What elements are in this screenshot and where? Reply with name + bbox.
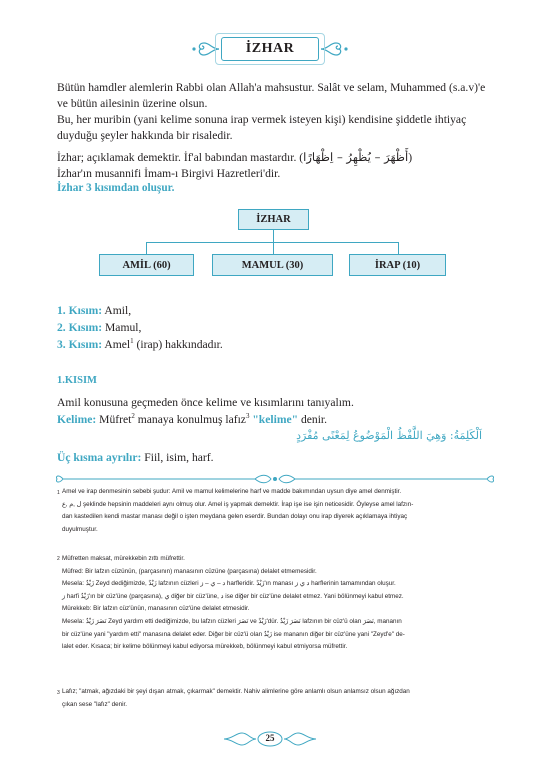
intro-paragraph-4	[57, 166, 497, 182]
intro-paragraph-2	[57, 112, 497, 143]
diagram-child-irap: İRAP (10)	[349, 254, 446, 276]
footnote-2	[62, 553, 494, 654]
footnote-1-marker: 1	[57, 490, 60, 496]
part-2	[57, 320, 141, 335]
footnote-2-line: Mesela: زَيْدٌ Zeyd dediğimizde, زَيْدٌ lafzının cüzleri د – ي – ز harfleridir. زَيْدٌ'ın manası د ي ز harflerinin tamamından oluşur.	[62, 580, 396, 588]
footnote-2-marker: 2	[57, 556, 60, 562]
part-3	[57, 337, 223, 352]
diagram-connector-middle	[273, 242, 274, 254]
intro-paragraph-3-text: İzhar; açıklamak demektir. İf'al babından mastardır. (	[57, 151, 304, 164]
footnote-divider	[55, 472, 495, 486]
footnote-2-line: ز harfi زَيْدٌ'ın bir cüz'üne (parçasına), ي diğer bir cüz'üne, د ise diğer bir cüz'üne delalet etmez. Yani bölünmeyi kabul etmez.	[62, 592, 404, 600]
footnote-1-line: duyulmuştur.	[62, 525, 98, 533]
footnote-ref-3: 3	[245, 412, 250, 421]
intro-paragraph-2-text: Bu, her muribin (yani kelime sonuna irap vermek isteyen kişi) kendisine şiddetle ihtiyaç duyduğu şeyler hakkında bir risaledir.	[57, 113, 467, 142]
part-2-text: Mamul,	[105, 321, 142, 334]
diagram-child-amil: AMİL (60)	[99, 254, 194, 276]
kelime-text-1: Müfret	[96, 413, 132, 426]
kelime-text-2: manaya konulmuş lafız	[134, 413, 246, 426]
intro-paragraph-1-text: Bütün hamdler alemlerin Rabbi olan Allah'a mahsustur. Salât ve selam, Muhammed (s.a.v)'e ve bütün ailesinin üzerine olsun.	[57, 81, 486, 110]
footnote-2-line: bir cüz'üne yani "yardım etti" manasına delalet eder. Diğer bir cüz'ü olan زَيْدٌ ise mananın diğer bir cüz'üne yani "Zeyd'e" de-	[62, 630, 405, 638]
footnote-ref-2: 2	[131, 412, 135, 421]
section-intro: Amil konusuna geçmeden önce kelime ve kısımlarını tanıyalım.	[57, 396, 354, 409]
diagram-connector-vertical	[273, 230, 274, 242]
intro-paragraph-3	[57, 150, 497, 166]
intro-arabic-conjugation: أَظْهَرَ – يُظْهِرُ – اِظْهَارًا	[303, 150, 409, 164]
part-3-text: Amel	[104, 338, 131, 351]
part-2-label: 2. Kısım:	[57, 321, 103, 334]
diagram-connector-right	[398, 242, 399, 254]
footnote-2-line: Mesela: نَصَرَ زَيْدٌ Zeyd yardım etti dediğimizde, bu lafzın cüzleri نَصَرَ ve زَيْدٌ'dür. نَصَرَ زَيْدٌ lafzının bir cüz'ü olan نَصَرَ, mananın	[62, 617, 402, 625]
part-1-text: Amil,	[104, 304, 132, 317]
part-3-after: (irap) hakkındadır.	[133, 338, 223, 351]
three-parts-label: Üç kısma ayrılır:	[57, 451, 142, 464]
footnote-3-line: çıkan sese "lafız" denir.	[62, 700, 128, 708]
kelime-label: Kelime:	[57, 413, 97, 426]
section-heading: 1.KISIM	[57, 375, 97, 386]
footnote-3	[62, 686, 494, 711]
footnote-1-line: dan kastedilen kendi mastar manası değil o işten meydana gelen eserdir. Bundan dolayı onu irap diyerek açıklamaya ihtiyaç	[62, 513, 408, 521]
footnote-1-line: Amel ve irap denmesinin sebebi şudur: Amil ve mamul kelimelerine harf ve madde bakımından uysun diye amel denmiştir.	[62, 488, 402, 495]
page-title: İZHAR	[221, 37, 319, 61]
footnote-3-marker: 3	[57, 690, 60, 696]
intro-three-parts-heading: İzhar 3 kısımdan oluşur.	[57, 182, 175, 194]
part-1-label: 1. Kısım:	[57, 304, 103, 317]
arabic-definition: اَلْكَلِمَةُ: وَهِيَ اللَّفْظُ الْمَوْضُوعُ لِمَعْنًى مُفْرَدٍ	[296, 429, 482, 442]
diagram-child-mamul: MAMUL (30)	[212, 254, 333, 276]
footnote-2-line: lalet eder. Kısaca; bir kelime bölünmeyi kabul ediyorsa mürekkeb, bölünmeyi kabul etmiyorsa müfrettir.	[62, 643, 348, 651]
intro-paragraph-3-close: )	[408, 151, 413, 164]
footnote-1-line: ل ,م ,ع şeklinde hepsinin maddeleri aynı olmuş olur. Amel iş yapmak demektir. İrap işe ise işin neticesidir. Öyleyse amel lafzın-	[62, 500, 414, 508]
kelime-end: denir.	[298, 413, 328, 426]
footnote-2-line: Müfretten maksat, mürekkebin zıttı müfrettir.	[62, 555, 185, 562]
intro-paragraph-1	[57, 80, 497, 111]
three-parts-text: Fiil, isim, harf.	[141, 451, 214, 464]
footnote-2-line: Müfred: Bir lafzın cüzünün, (parçasının) manasının cüzüne (parçasına) delalet etmemesidir.	[62, 567, 317, 575]
footnote-2-line: Mürekkeb: Bir lafzın cüz'ünün, manasının cüz'üne delalet etmesidir.	[62, 605, 250, 613]
footnote-3-line: Lafız; "atmak, ağızdaki bir şeyi dışarı atmak, çıkarmak" demektir. Nahiv alimlerine göre anlamlı olsun anlamsız olsun ağızdan	[62, 688, 410, 695]
three-parts-line	[57, 450, 214, 465]
kelime-quote: "kelime"	[249, 413, 299, 426]
diagram-root-box: İZHAR	[238, 209, 309, 230]
intro-paragraph-4-text: İzhar'ın musannifi İmam-ı Birgivi Hazretleri'dir.	[57, 167, 281, 180]
kelime-definition	[57, 412, 327, 427]
diagram-connector-left	[146, 242, 147, 254]
page-number: 25	[265, 733, 275, 743]
part-3-label: 3. Kısım:	[57, 338, 103, 351]
footnote-ref-1: 1	[130, 337, 134, 346]
footnote-1	[62, 486, 494, 536]
part-1	[57, 303, 131, 318]
